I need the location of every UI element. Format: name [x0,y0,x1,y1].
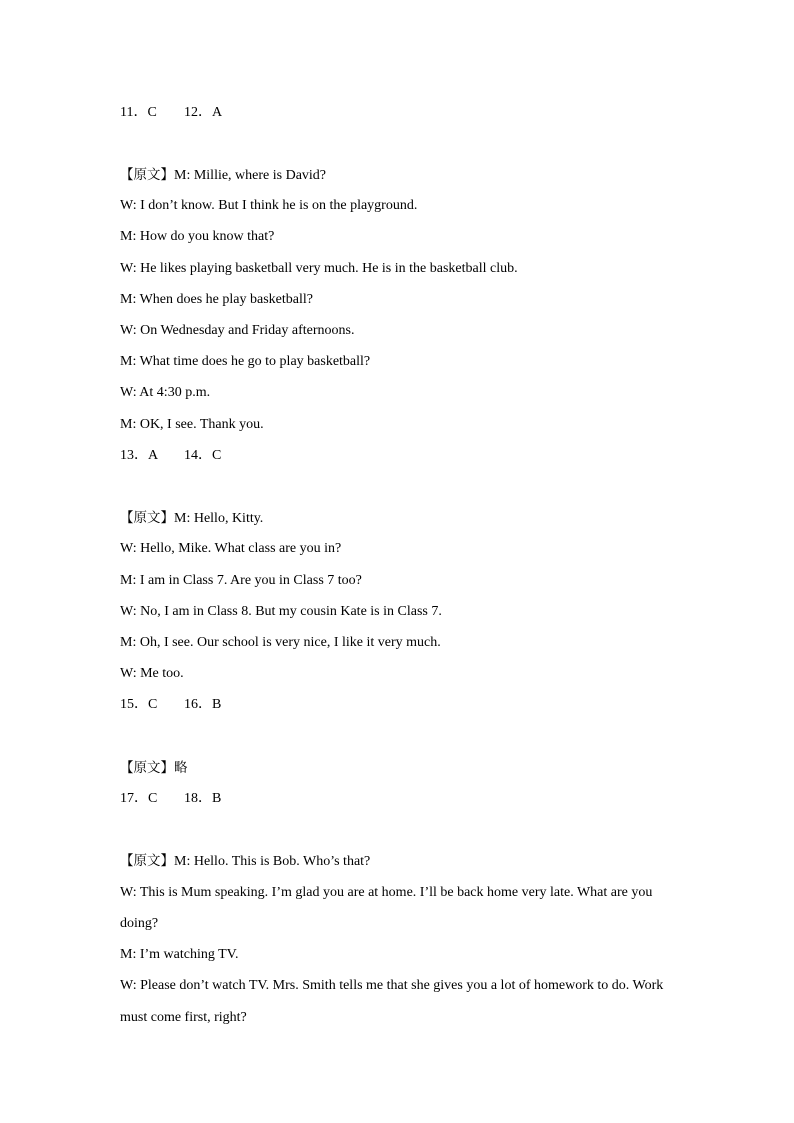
transcript-line: W: This is Mum speaking. I’m glad you are at home. I’ll be back home very late. What are you [120,885,653,900]
transcript-line: M: I’m watching TV. [120,947,239,962]
answer: 14．C [184,448,222,463]
transcript-line: M: How do you know that? [120,229,275,244]
transcript-line: W: On Wednesday and Friday afternoons. [120,323,355,338]
source-tag: 【原文】 [120,853,174,869]
answer-line [120,104,222,122]
transcript-line: M: When does he play basketball? [120,292,313,307]
answer: 15．C [120,697,158,712]
transcript-line [120,509,263,528]
source-tag: 【原文】 [120,510,174,526]
transcript-line: W: Me too. [120,666,184,681]
transcript-text: 略 [174,760,188,776]
transcript-text: M: Millie, where is David? [174,168,327,183]
transcript-line: doing? [120,916,159,931]
answer: 12．A [184,105,223,120]
transcript-line: W: At 4:30 p.m. [120,385,211,400]
answer: 18．B [184,791,222,806]
transcript-line: M: I am in Class 7. Are you in Class 7 too? [120,573,362,588]
transcript-line [120,759,188,778]
source-tag: 【原文】 [120,167,174,183]
transcript-line: M: What time does he go to play basketball? [120,354,371,369]
transcript-line: M: OK, I see. Thank you. [120,417,264,432]
transcript-line [120,852,370,871]
transcript-line: M: Oh, I see. Our school is very nice, I like it very much. [120,635,441,650]
answer-line [120,696,221,714]
transcript-line: W: Hello, Mike. What class are you in? [120,541,342,556]
answer: 16．B [184,697,222,712]
transcript-line: must come first, right? [120,1010,247,1025]
answer: 11．C [120,105,157,120]
answer: 17．C [120,791,158,806]
source-tag: 【原文】 [120,760,174,776]
answer-line [120,447,221,465]
answer: 13．A [120,448,159,463]
transcript-line: W: I don’t know. But I think he is on the playground. [120,198,418,213]
transcript-line: W: No, I am in Class 8. But my cousin Kate is in Class 7. [120,604,442,619]
transcript-line: W: He likes playing basketball very much. He is in the basketball club. [120,261,518,276]
answer-line [120,790,221,808]
transcript-line: W: Please don’t watch TV. Mrs. Smith tells me that she gives you a lot of homework to do. Work [120,978,664,993]
transcript-text: M: Hello. This is Bob. Who’s that? [174,854,371,869]
transcript-text: M: Hello, Kitty. [174,511,264,526]
transcript-line [120,166,326,185]
